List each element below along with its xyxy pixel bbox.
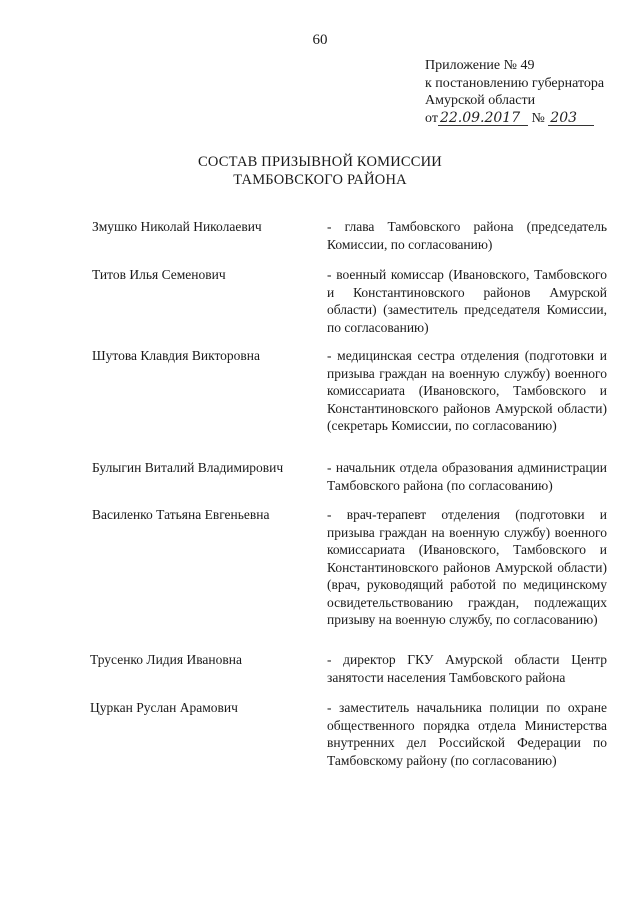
member-name: Василенко Татьяна Евгеньевна: [92, 507, 270, 522]
handwritten-date: 22.09.2017: [438, 111, 528, 126]
member-role: - врач-терапевт отделения (подготовки и призыва граждан на военную службу) военного комиссариата (Ивановского, Тамбовского и Константиновского районов Амурской области) (врач, руководящий работой по медицинскому освидетельствованию граждан, подлежащих призыву на военную службу, по согласованию): [327, 507, 607, 627]
member-name: Цуркан Руслан Арамович: [90, 700, 238, 715]
member-role: - заместитель начальника полиции по охране общественного порядка отдела Министерства внутренних дел Российской Федерации по Тамбовскому району (по согласованию): [327, 700, 607, 768]
member-role: - военный комиссар (Ивановского, Тамбовского и Константиновского районов Амурской области) (заместитель председателя Комиссии, по согласованию): [327, 267, 607, 335]
title-line-1: СОСТАВ ПРИЗЫВНОЙ КОМИССИИ: [198, 154, 442, 170]
title-line-2: ТАМБОВСКОГО РАЙОНА: [233, 172, 407, 188]
number-prefix: №: [531, 110, 545, 126]
handwritten-number: 203: [548, 111, 594, 126]
member-name: Булыгин Виталий Владимирович: [92, 460, 284, 475]
appendix-line-3: Амурской области: [425, 93, 536, 108]
member-name: Шутова Клавдия Викторовна: [92, 348, 261, 363]
appendix-line-2: к постановлению губернатора: [425, 75, 605, 91]
member-role: - глава Тамбовского района (председатель Комиссии, по согласованию): [327, 219, 607, 252]
member-name: Титов Илья Семенович: [92, 267, 226, 282]
member-role: - директор ГКУ Амурской области Центр занятости населения Тамбовского района: [327, 652, 607, 685]
member-role: - начальник отдела образования администрации Тамбовского района (по согласованию): [327, 460, 607, 493]
page-number: 60: [312, 32, 328, 48]
date-prefix: от: [425, 110, 438, 126]
member-role: - медицинская сестра отделения (подготовки и призыва граждан на военную службу) военного комиссариата (Ивановского, Тамбовского и Константиновского районов Амурской области) (секретарь Комиссии, по согласованию): [327, 348, 607, 433]
member-name: Трусенко Лидия Ивановна: [90, 652, 242, 667]
appendix-line-1: Приложение № 49: [425, 58, 535, 73]
member-name: Змушко Николай Николаевич: [92, 219, 262, 234]
